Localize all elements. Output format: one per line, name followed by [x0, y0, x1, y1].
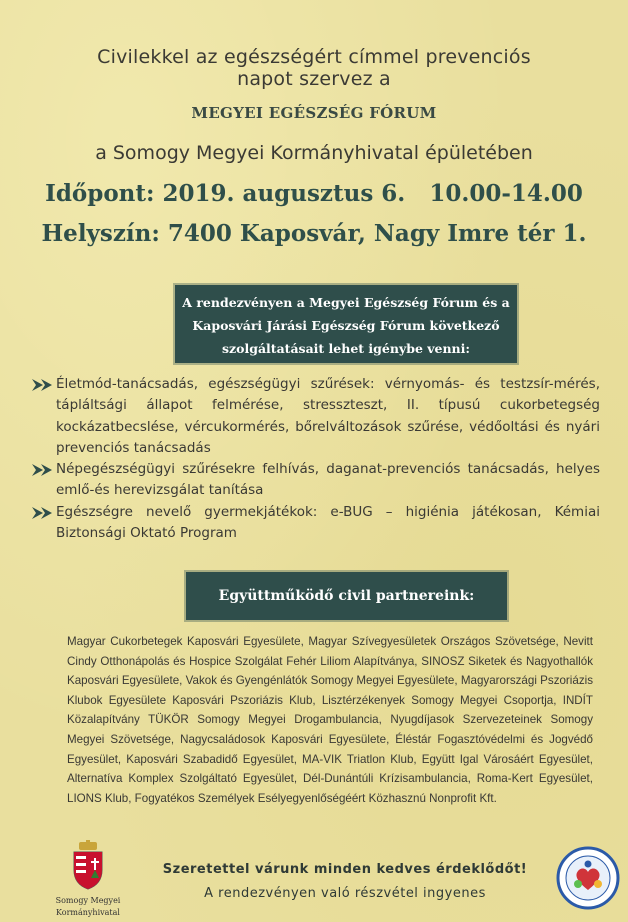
- intro-line-2: napot szervez a: [237, 68, 391, 90]
- arrow-bullet-icon: [32, 464, 54, 476]
- logo-name-line-2: Kormányhivatal: [56, 908, 120, 917]
- partners-banner: Együttműködő civil partnereink:: [186, 572, 507, 620]
- government-office-logo: [36, 840, 140, 918]
- services-banner: [175, 285, 517, 363]
- free-entry-text: A rendezvényen való részvétel ingyenes: [204, 886, 486, 901]
- arrow-bullet-icon: [32, 379, 54, 391]
- event-datetime: Időpont: 2019. augusztus 6. 10.00-14.00: [45, 180, 583, 207]
- event-location: Helyszín: 7400 Kaposvár, Nagy Imre tér 1.: [41, 220, 587, 247]
- service-text: Életmód-tanácsadás, egészségügyi szűrések: vérnyomás- és testzsír-mérés, tápláltsági állapot felmérése, stresszteszt, II. típusú cukorbetegség kockázatbecslése, vércukormérés, bőrelváltozások szűrése, védőoltási és nyári prevenciós tanácsadás: [56, 376, 600, 456]
- services-banner-line-3: szolgáltatásait lehet igénybe venni:: [221, 341, 471, 356]
- list-item: [32, 459, 600, 502]
- services-list: [32, 374, 600, 544]
- health-forum-logo: [556, 846, 620, 910]
- logo-name-line-1: Somogy Megyei: [55, 896, 121, 905]
- arrow-bullet-icon: [32, 507, 54, 519]
- intro-line-1: Civilekkel az egészségért címmel prevenciós: [97, 46, 531, 68]
- forum-name: MEGYEI EGÉSZSÉG FÓRUM: [191, 104, 437, 122]
- services-banner-line-2: Kaposvári Járási Egészség Fórum következő: [192, 318, 500, 333]
- venue-line: a Somogy Megyei Kormányhivatal épületében: [95, 142, 533, 164]
- intro-text: [0, 46, 628, 90]
- partners-text: Magyar Cukorbetegek Kaposvári Egyesülete, Magyar Szívegyesületek Országos Szövetsége, Nevitt Cindy Otthonápolás és Hospice Szolgálat Fehér Liliom Alapítványa, SINOSZ Siketek és Nagyothallók Kaposvári Egyesülete, Vakok és Gyengénlátók Somogy Megyei Egyesülete, Magyarországi Pszoriázis Klubok Egyesülete Kaposvári Pszoriázis Klub, Lisztérzékenyek Somogy Megyei Csoportja, INDÍT Közalapítvány TÜKÖR Somogy Megyei Drogambulancia, Nyugdíjasok Szervezeteinek Somogy Megyei Szövetsége, Nagycsaládosok Kaposvári Egyesülete, Éléstár Fogasztóvédelmi és Jogvédő Egyesület, Kaposvári Szabadidő Egyesület, MA-VIK Triatlon Klub, Együtt Igal Városáért Egyesület, Alternatíva Komplex Szolgáltató Egyesület, Dél-Dunántúli Krízisambulancia, Roma-Kert Egyesület, LIONS Klub, Fogyatékos Személyek Esélyegyenlőségéért Közhasznú Nonprofit Kft.: [67, 635, 593, 805]
- service-text: Népegészségügyi szűrésekre felhívás, daganat-prevenciós tanácsadás, helyes emlő-és herevizsgálat tanítása: [56, 461, 600, 499]
- list-item: [32, 374, 600, 459]
- service-text: Egészségre nevelő gyermekjátékok: e-BUG – higiénia játékosan, Kémiai Biztonsági Oktató Program: [56, 503, 600, 542]
- services-banner-line-1: A rendezvényen a Megyei Egészség Fórum és a: [182, 295, 510, 310]
- coat-of-arms-icon: [71, 840, 105, 890]
- welcome-text: Szeretettel várunk minden kedves érdeklődőt!: [162, 862, 528, 877]
- list-item: [32, 502, 600, 545]
